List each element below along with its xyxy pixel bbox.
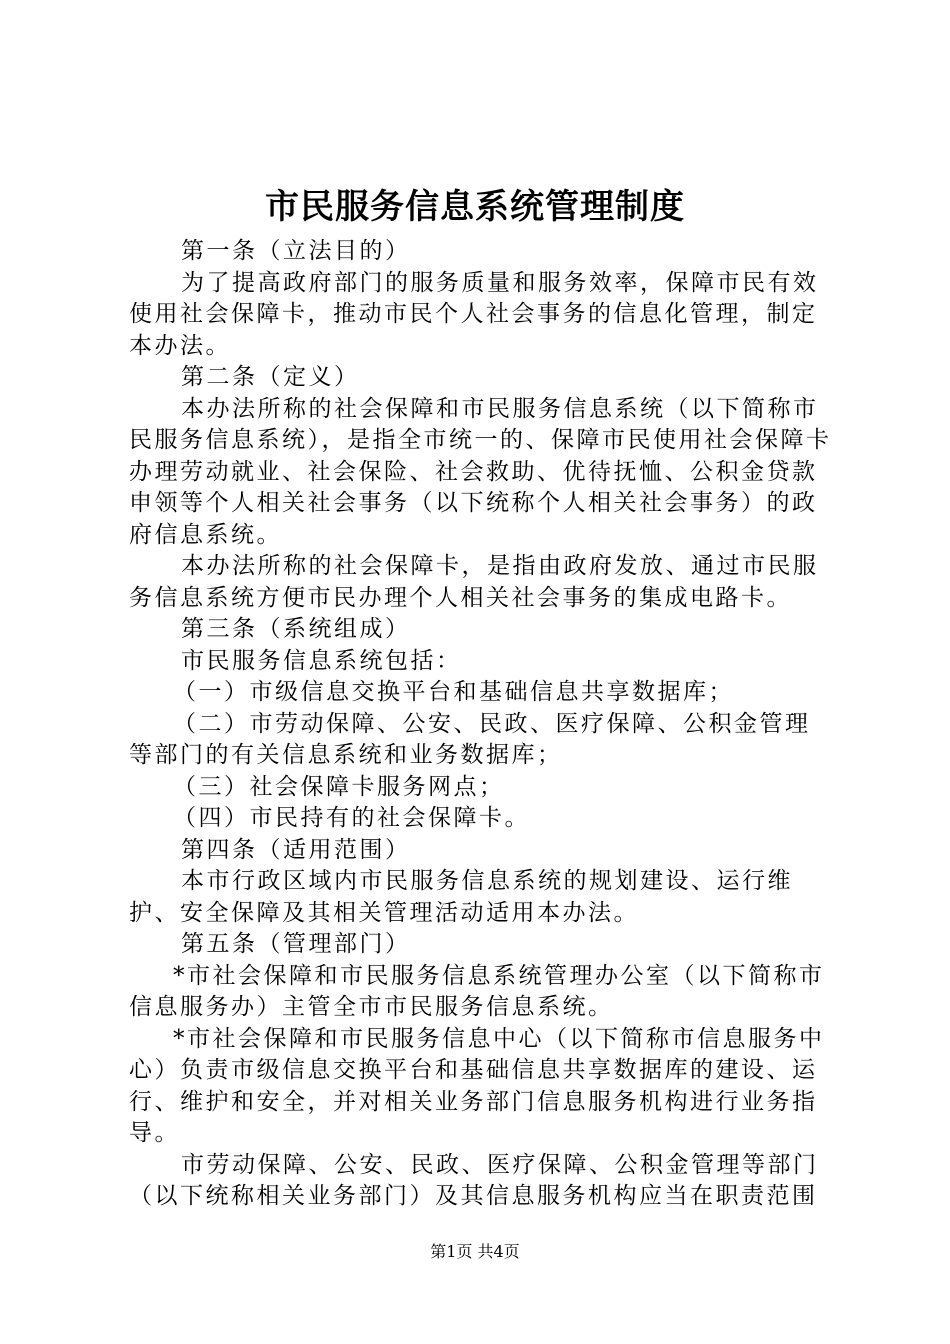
list-item: （三）社会保障卡服务网点； xyxy=(173,773,505,800)
article-heading: 第二条（定义） xyxy=(181,364,360,390)
paragraph: 本办法所称的社会保障卡，是指由政府发放、通过市民服务信息系统方便市民办理个人相关社会事务的集成电路卡。 xyxy=(129,553,819,611)
article-heading: 第三条（系统组成） xyxy=(181,616,411,642)
document-body xyxy=(129,236,835,1213)
article-heading: 第一条（立法目的） xyxy=(181,238,411,264)
paragraph: 本市行政区域内市民服务信息系统的规划建设、运行维护、安全保障及其相关管理活动适用本办法。 xyxy=(129,868,793,926)
paragraph: 市劳动保障、公安、民政、医疗保障、公积金管理等部门（以下统称相关业务部门）及其信息服务机构应当在职责范围 xyxy=(129,1151,819,1209)
article-heading: 第四条（适用范围） xyxy=(181,836,411,863)
page-footer: 第1页 共4页 xyxy=(430,1242,520,1261)
paragraph: 市民服务信息系统包括： xyxy=(181,647,462,674)
list-item: （二）市劳动保障、公安、民政、医疗保障、公积金管理等部门的有关信息系统和业务数据库； xyxy=(129,710,811,768)
list-item: （四）市民持有的社会保障卡。 xyxy=(173,805,530,831)
list-item: （一）市级信息交换平台和基础信息共享数据库； xyxy=(173,679,734,705)
paragraph: 本办法所称的社会保障和市民服务信息系统（以下简称市民服务信息系统），是指全市统一的、保障市民使用社会保障卡办理劳动就业、社会保险、社会救助、优待抚恤、公积金贷款申领等个人相关社会事务（以下统称个人相关社会事务）的政府信息系统。 xyxy=(129,395,832,548)
paragraph: *市社会保障和市民服务信息中心（以下简称市信息服务中心）负责市级信息交换平台和基础信息共享数据库的建设、运行、维护和安全，并对相关业务部门信息服务机构进行业务指导。 xyxy=(129,1025,825,1146)
article-heading: 第五条（管理部门） xyxy=(181,931,411,957)
paragraph: 为了提高政府部门的服务质量和服务效率，保障市民有效使用社会保障卡，推动市民个人社会事务的信息化管理，制定本办法。 xyxy=(129,269,819,359)
document-title: 市民服务信息系统管理制度 xyxy=(265,187,685,227)
paragraph: *市社会保障和市民服务信息系统管理办公室（以下简称市信息服务办）主管全市市民服务信息系统。 xyxy=(129,962,825,1020)
